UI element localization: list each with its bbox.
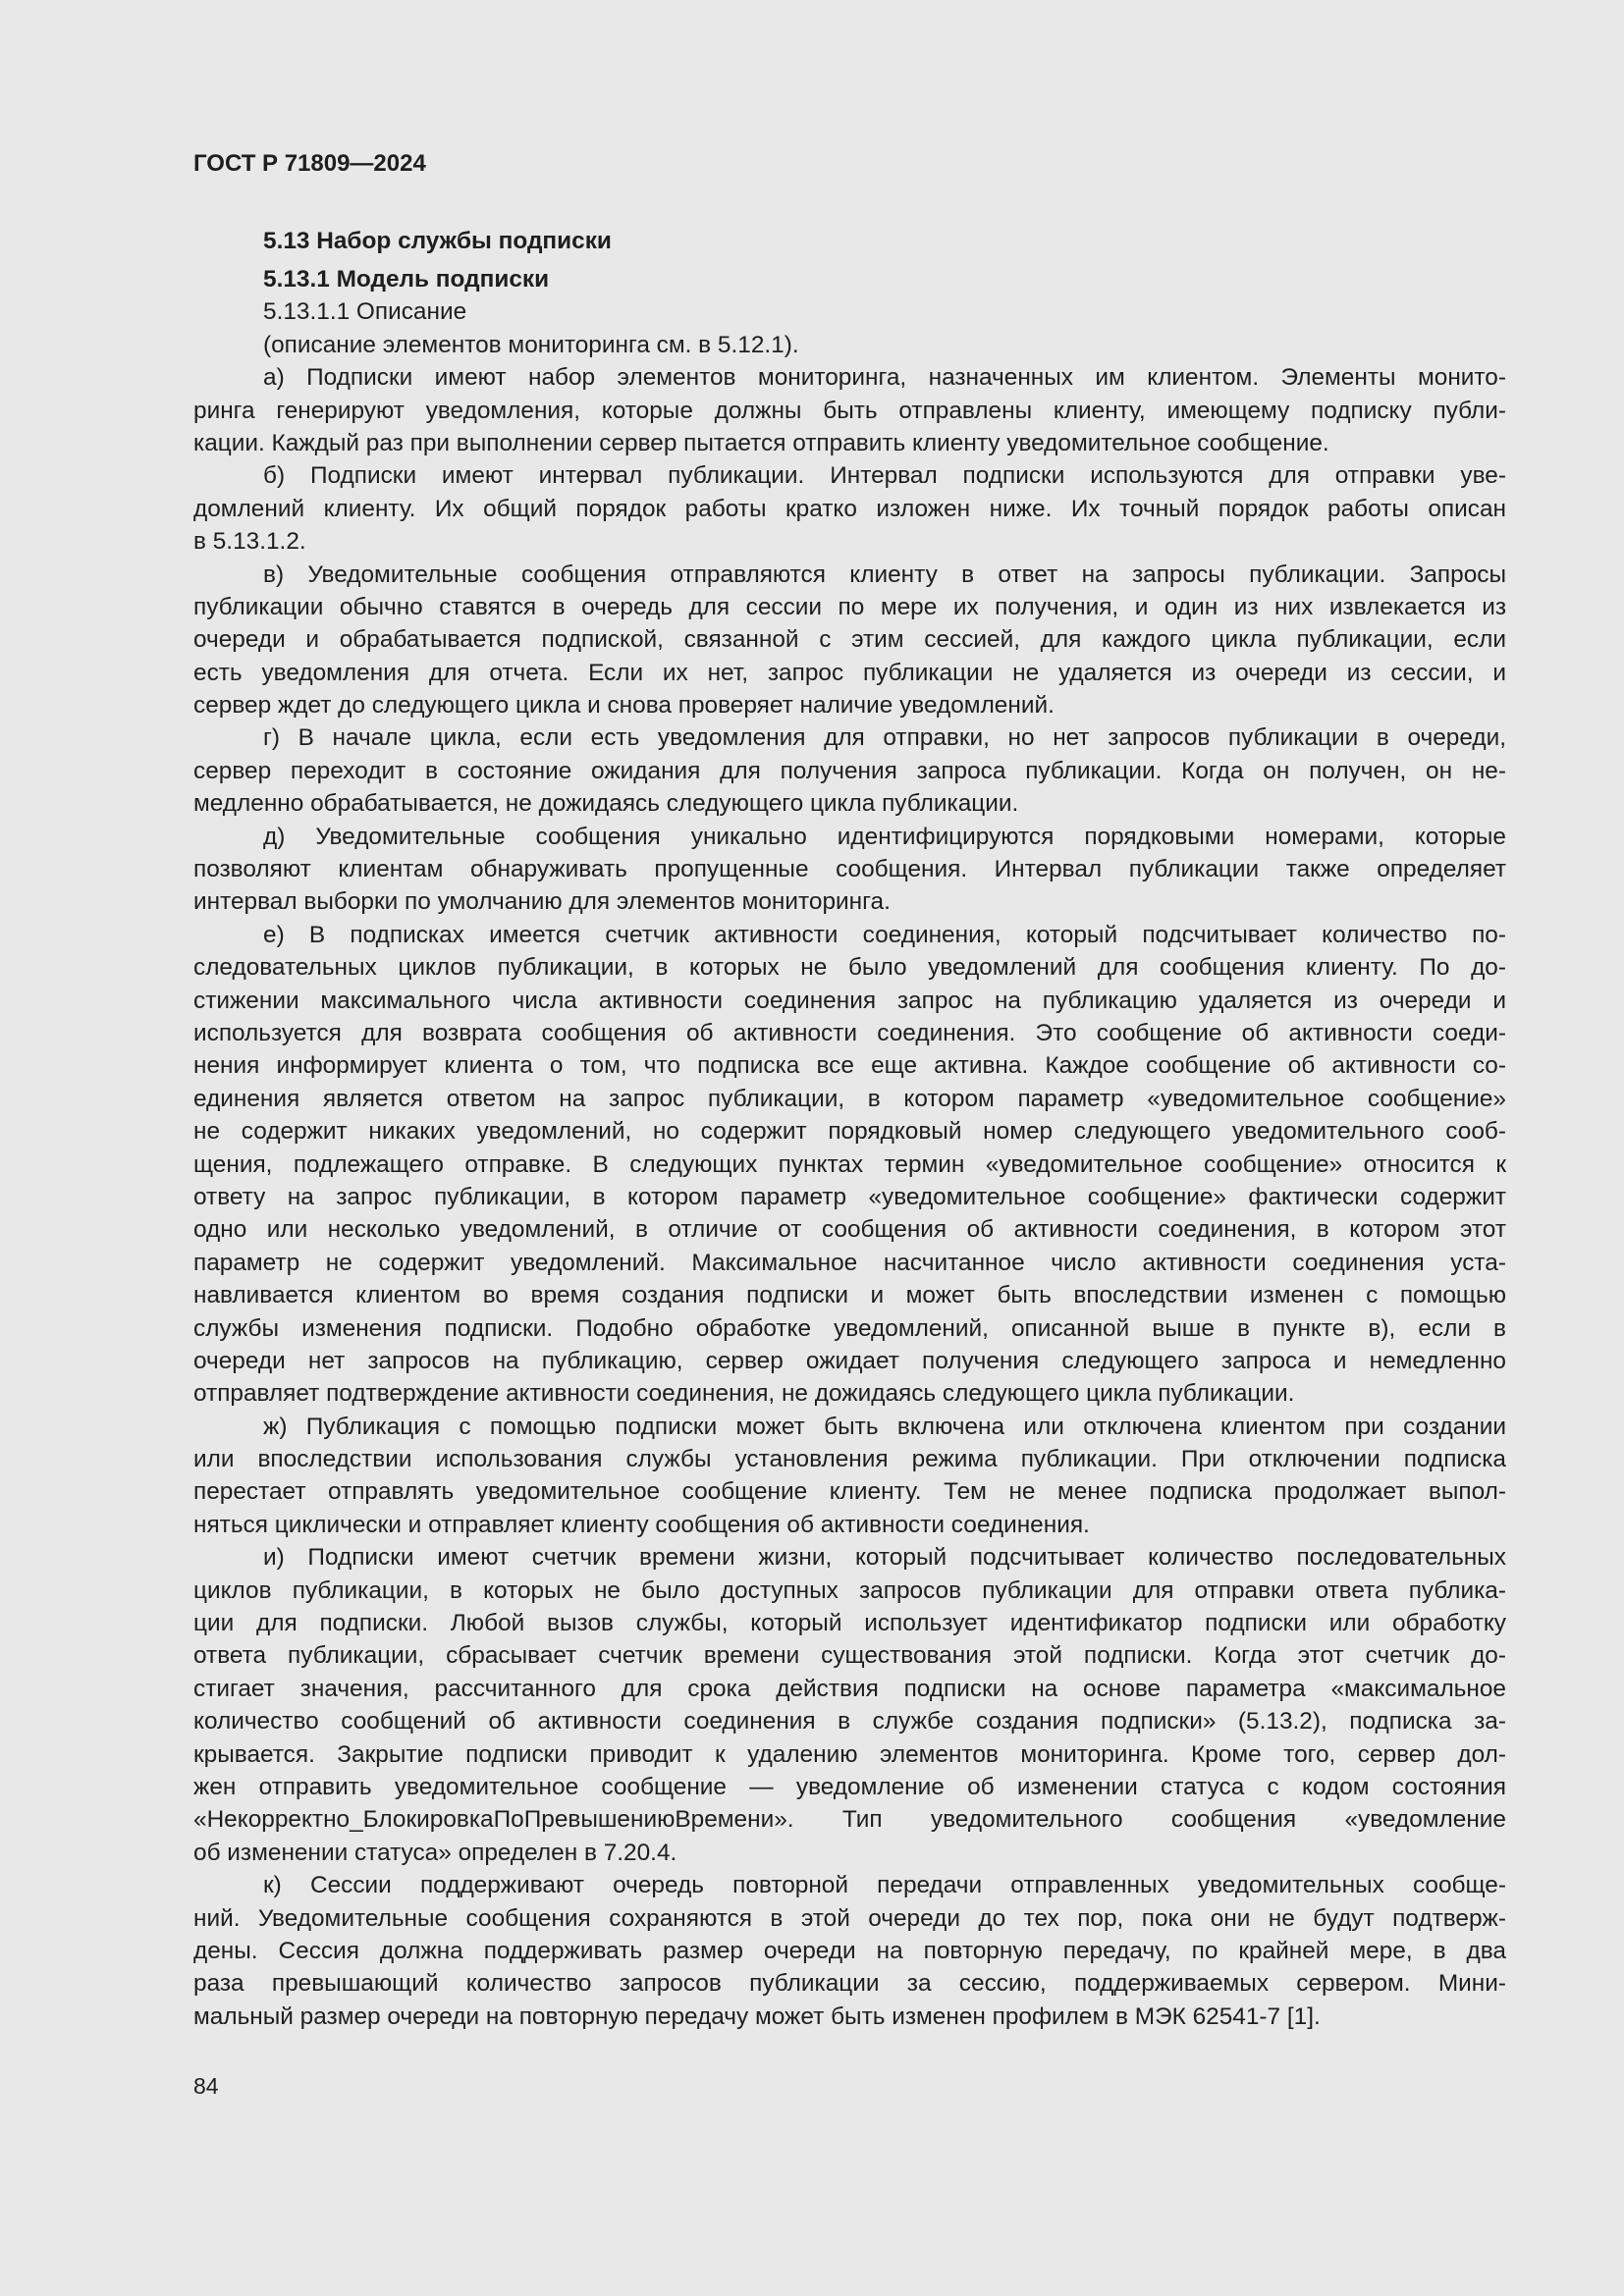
paragraph-line: используется для возврата сообщения об активности соединения. Это сообщение об активности соеди- — [193, 1019, 1506, 1046]
subsubsection-title: 5.13.1.1 Описание — [263, 298, 467, 326]
paragraph-line: к) Сессии поддерживают очередь повторной передачи отправленных уведомительных сообще- — [263, 1872, 1506, 1899]
paragraph-line: крывается. Закрытие подписки приводит к удалению элементов мониторинга. Кроме того, сервер дол- — [193, 1740, 1506, 1768]
paragraph-line: есть уведомления для отчета. Если их нет, запрос публикации не удаляется из очереди из сессии, и — [193, 659, 1506, 686]
paragraph-list — [193, 361, 1506, 2033]
paragraph-line: мальный размер очереди на повторную передачу может быть изменен профилем в МЭК 62541-7 [1]. — [193, 2002, 1321, 2030]
paragraph-line: сервер переходит в состояние ожидания для получения запроса публикации. Когда он получен, он не- — [193, 757, 1506, 784]
paragraph-line: в) Уведомительные сообщения отправляются клиенту в ответ на запросы публикации. Запросы — [263, 561, 1506, 588]
paragraph-line: очереди нет запросов на публикацию, сервер ожидает получения следующего запроса и немедленно — [193, 1347, 1506, 1374]
paragraph-line: циклов публикации, в которых не было доступных запросов публикации для отправки ответа публика- — [193, 1576, 1506, 1604]
document-body — [193, 225, 1506, 2033]
paragraph-line: щения, подлежащего отправке. В следующих пунктах термин «уведомительное сообщение» относится к — [193, 1150, 1506, 1178]
paragraph-line: перестает отправлять уведомительное сообщение клиенту. Тем не менее подписка продолжает выпол- — [193, 1478, 1506, 1506]
section-note: (описание элементов мониторинга см. в 5.12.1). — [263, 331, 799, 358]
paragraph-v — [193, 559, 1506, 722]
paragraph-line: публикации обычно ставятся в очередь для сессии по мере их получения, и один из них извлекается из — [193, 593, 1506, 620]
paragraph-line: одно или несколько уведомлений, в отличие от сообщения об активности соединения, в котором этот — [193, 1216, 1506, 1244]
paragraph-a — [193, 361, 1506, 459]
paragraph-line: параметр не содержит уведомлений. Максимальное насчитанное число активности соединения уста- — [193, 1249, 1506, 1276]
paragraph-line: отправляет подтверждение активности соединения, не дожидаясь следующего цикла публикации. — [193, 1380, 1295, 1408]
paragraph-i — [193, 1541, 1506, 1869]
paragraph-line: ответа публикации, сбрасывает счетчик времени существования этой подписки. Когда этот счетчик до- — [193, 1642, 1506, 1670]
paragraph-line: е) В подписках имеется счетчик активности соединения, который подсчитывает количество по- — [263, 921, 1506, 948]
paragraph-line: сервер ждет до следующего цикла и снова проверяет наличие уведомлений. — [193, 692, 1055, 720]
subsection-title: 5.13.1 Модель подписки — [263, 266, 550, 293]
paragraph-line: позволяют клиентам обнаруживать пропущенные сообщения. Интервал публикации также определяет — [193, 856, 1506, 883]
document-header-id: ГОСТ Р 71809—2024 — [193, 150, 426, 177]
paragraph-line: нения информирует клиента о том, что подписка все еще активна. Каждое сообщение об активности со- — [193, 1052, 1506, 1080]
paragraph-line: медленно обрабатывается, не дожидаясь следующего цикла публикации. — [193, 790, 1019, 818]
paragraph-line: навливается клиентом во время создания подписки и может быть впоследствии изменен с помощью — [193, 1282, 1506, 1309]
paragraph-d — [193, 821, 1506, 919]
paragraph-line: об изменении статуса» определен в 7.20.4. — [193, 1839, 677, 1866]
paragraph-line: количество сообщений об активности соединения в службе создания подписки» (5.13.2), подписка за- — [193, 1708, 1506, 1735]
paragraph-e — [193, 919, 1506, 1411]
paragraph-line: б) Подписки имеют интервал публикации. Интервал подписки используются для отправки уве- — [263, 462, 1506, 490]
paragraph-b — [193, 459, 1506, 558]
paragraph-line: дены. Сессия должна поддерживать размер очереди на повторную передачу, по крайней мере, в два — [193, 1937, 1506, 1964]
paragraph-line: «Некорректно_БлокировкаПоПревышениюВремени». Тип уведомительного сообщения «уведомление — [193, 1806, 1506, 1834]
paragraph-line: жен отправить уведомительное сообщение — уведомление об изменении статуса с кодом состояния — [193, 1773, 1506, 1800]
paragraph-line: и) Подписки имеют счетчик времени жизни, который подсчитывает количество последовательных — [263, 1544, 1506, 1572]
paragraph-line: а) Подписки имеют набор элементов мониторинга, назначенных им клиентом. Элементы монито- — [263, 364, 1506, 392]
paragraph-line: домлений клиенту. Их общий порядок работы кратко изложен ниже. Их точный порядок работы описан — [193, 495, 1506, 522]
paragraph-line: ний. Уведомительные сообщения сохраняются в этой очереди до тех пор, пока они не будут подтверж- — [193, 1904, 1506, 1932]
paragraph-line: стижении максимального числа активности соединения запрос на публикацию удаляется из очереди и — [193, 987, 1506, 1014]
paragraph-line: ринга генерируют уведомления, которые должны быть отправлены клиенту, имеющему подписку публи- — [193, 397, 1506, 424]
paragraph-line: стигает значения, рассчитанного для срока действия подписки на основе параметра «максимальное — [193, 1675, 1506, 1702]
paragraph-zh — [193, 1411, 1506, 1542]
paragraph-line: службы изменения подписки. Подобно обработке уведомлений, описанной выше в пункте в), если в — [193, 1314, 1506, 1342]
paragraph-line: г) В начале цикла, если есть уведомления для отправки, но нет запросов публикации в очереди, — [263, 724, 1506, 752]
paragraph-line: ции для подписки. Любой вызов службы, который использует идентификатор подписки или обработку — [193, 1610, 1506, 1637]
paragraph-line: ж) Публикация с помощью подписки может быть включена или отключена клиентом при создании — [263, 1413, 1506, 1440]
paragraph-line: интервал выборки по умолчанию для элементов мониторинга. — [193, 888, 891, 916]
paragraph-line: или впоследствии использования службы установления режима публикации. При отключении подписка — [193, 1446, 1506, 1473]
paragraph-line: кации. Каждый раз при выполнении сервер пытается отправить клиенту уведомительное сообщение. — [193, 429, 1329, 456]
paragraph-line: няться циклически и отправляет клиенту сообщения об активности соединения. — [193, 1511, 1090, 1538]
paragraph-line: раза превышающий количество запросов публикации за сессию, поддерживаемых сервером. Мини- — [193, 1970, 1506, 1998]
paragraph-g — [193, 721, 1506, 820]
paragraph-k — [193, 1869, 1506, 2033]
paragraph-line: следовательных циклов публикации, в которых не было уведомлений для сообщения клиенту. По до- — [193, 954, 1506, 982]
paragraph-line: не содержит никаких уведомлений, но содержит порядковый номер следующего уведомительного сооб- — [193, 1118, 1506, 1146]
section-title: 5.13 Набор службы подписки — [263, 228, 612, 254]
paragraph-line: в 5.13.1.2. — [193, 528, 306, 556]
paragraph-line: очереди и обрабатывается подпиской, связанной с этим сессией, для каждого цикла публикации, если — [193, 626, 1506, 654]
paragraph-line: единения является ответом на запрос публикации, в котором параметр «уведомительное сообщение» — [193, 1085, 1506, 1112]
paragraph-line: ответу на запрос публикации, в котором параметр «уведомительное сообщение» фактически содержит — [193, 1183, 1506, 1210]
paragraph-line: д) Уведомительные сообщения уникально идентифицируются порядковыми номерами, которые — [263, 823, 1506, 850]
page-number: 84 — [193, 2073, 219, 2099]
